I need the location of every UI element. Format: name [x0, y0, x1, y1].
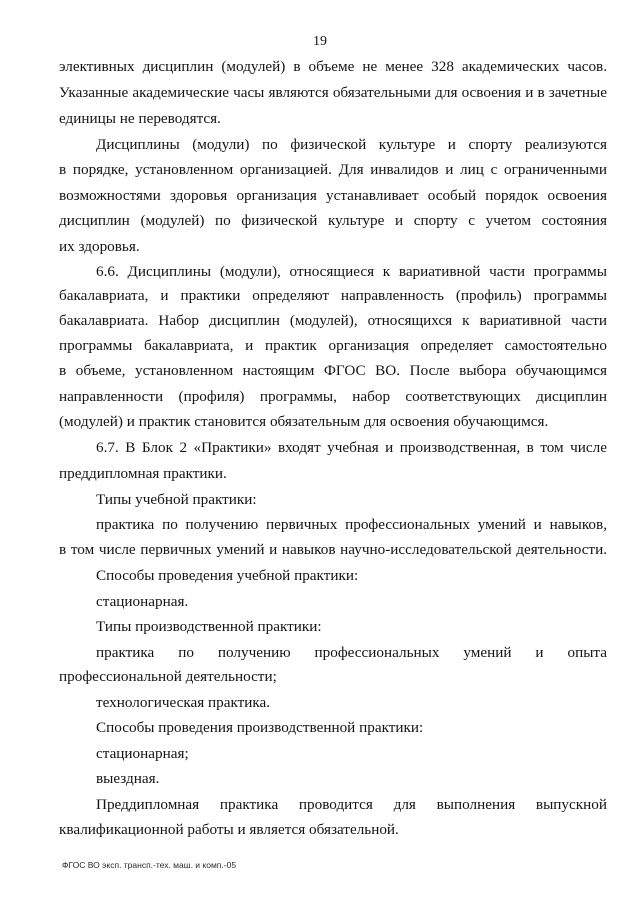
- text-line: технологическая практика.: [96, 694, 271, 711]
- text-line: их здоровья.: [59, 238, 140, 255]
- page-footer: ФГОС ВО эксп. трансп.-тех. маш. и комп.-05: [62, 860, 237, 870]
- text-line: бакалавриата. Набор дисциплин (модулей), относящихся к вариативной части: [59, 312, 607, 329]
- text-line: единицы не переводятся.: [59, 110, 221, 127]
- text-line: Способы проведения производственной практики:: [96, 719, 424, 736]
- text-line: практика по получению профессиональных умений и опыта: [96, 644, 607, 661]
- text-line: 6.7. В Блок 2 «Практики» входят учебная и производственная, в том числе: [96, 439, 607, 456]
- text-line: выездная.: [96, 770, 160, 787]
- text-line: элективных дисциплин (модулей) в объеме не менее 328 академических часов.: [59, 58, 607, 75]
- text-line: 6.6. Дисциплины (модули), относящиеся к вариативной части программы: [96, 263, 607, 280]
- text-line: практика по получению первичных профессиональных умений и навыков,: [96, 516, 607, 533]
- text-line: бакалавриата, и практики определяют направленность (профиль) программы: [59, 287, 607, 304]
- text-line: Типы учебной практики:: [96, 491, 257, 508]
- text-line: возможностями здоровья организация устанавливает особый порядок освоения: [59, 187, 607, 204]
- text-line: Дисциплины (модули) по физической культуре и спорту реализуются: [96, 136, 607, 153]
- text-line: квалификационной работы и является обязательной.: [59, 821, 399, 838]
- text-line: стационарная;: [96, 745, 189, 762]
- page-number: 19: [313, 34, 327, 49]
- text-line: преддипломная практики.: [59, 465, 227, 482]
- text-line: стационарная.: [96, 593, 189, 610]
- text-line: в порядке, установленном организацией. Для инвалидов и лиц с ограниченными: [59, 161, 607, 178]
- text-line: (модулей) и практик становится обязательным для освоения обучающимся.: [59, 413, 549, 430]
- text-line: Способы проведения учебной практики:: [96, 567, 359, 584]
- text-line: Типы производственной практики:: [96, 618, 322, 635]
- text-line: программы бакалавриата, и практик организация определяет самостоятельно: [59, 337, 607, 354]
- text-line: Преддипломная практика проводится для выполнения выпускной: [96, 796, 607, 813]
- text-line: в объеме, установленном настоящим ФГОС ВО. После выбора обучающимся: [59, 362, 607, 379]
- text-line: дисциплин (модулей) по физической культуре и спорту с учетом состояния: [59, 212, 607, 229]
- text-line: профессиональной деятельности;: [59, 668, 277, 685]
- text-line: Указанные академические часы являются обязательными для освоения и в зачетные: [59, 84, 607, 101]
- text-line: в том числе первичных умений и навыков научно-исследовательской деятельности.: [59, 541, 607, 558]
- text-line: направленности (профиля) программы, набор соответствующих дисциплин: [59, 388, 607, 405]
